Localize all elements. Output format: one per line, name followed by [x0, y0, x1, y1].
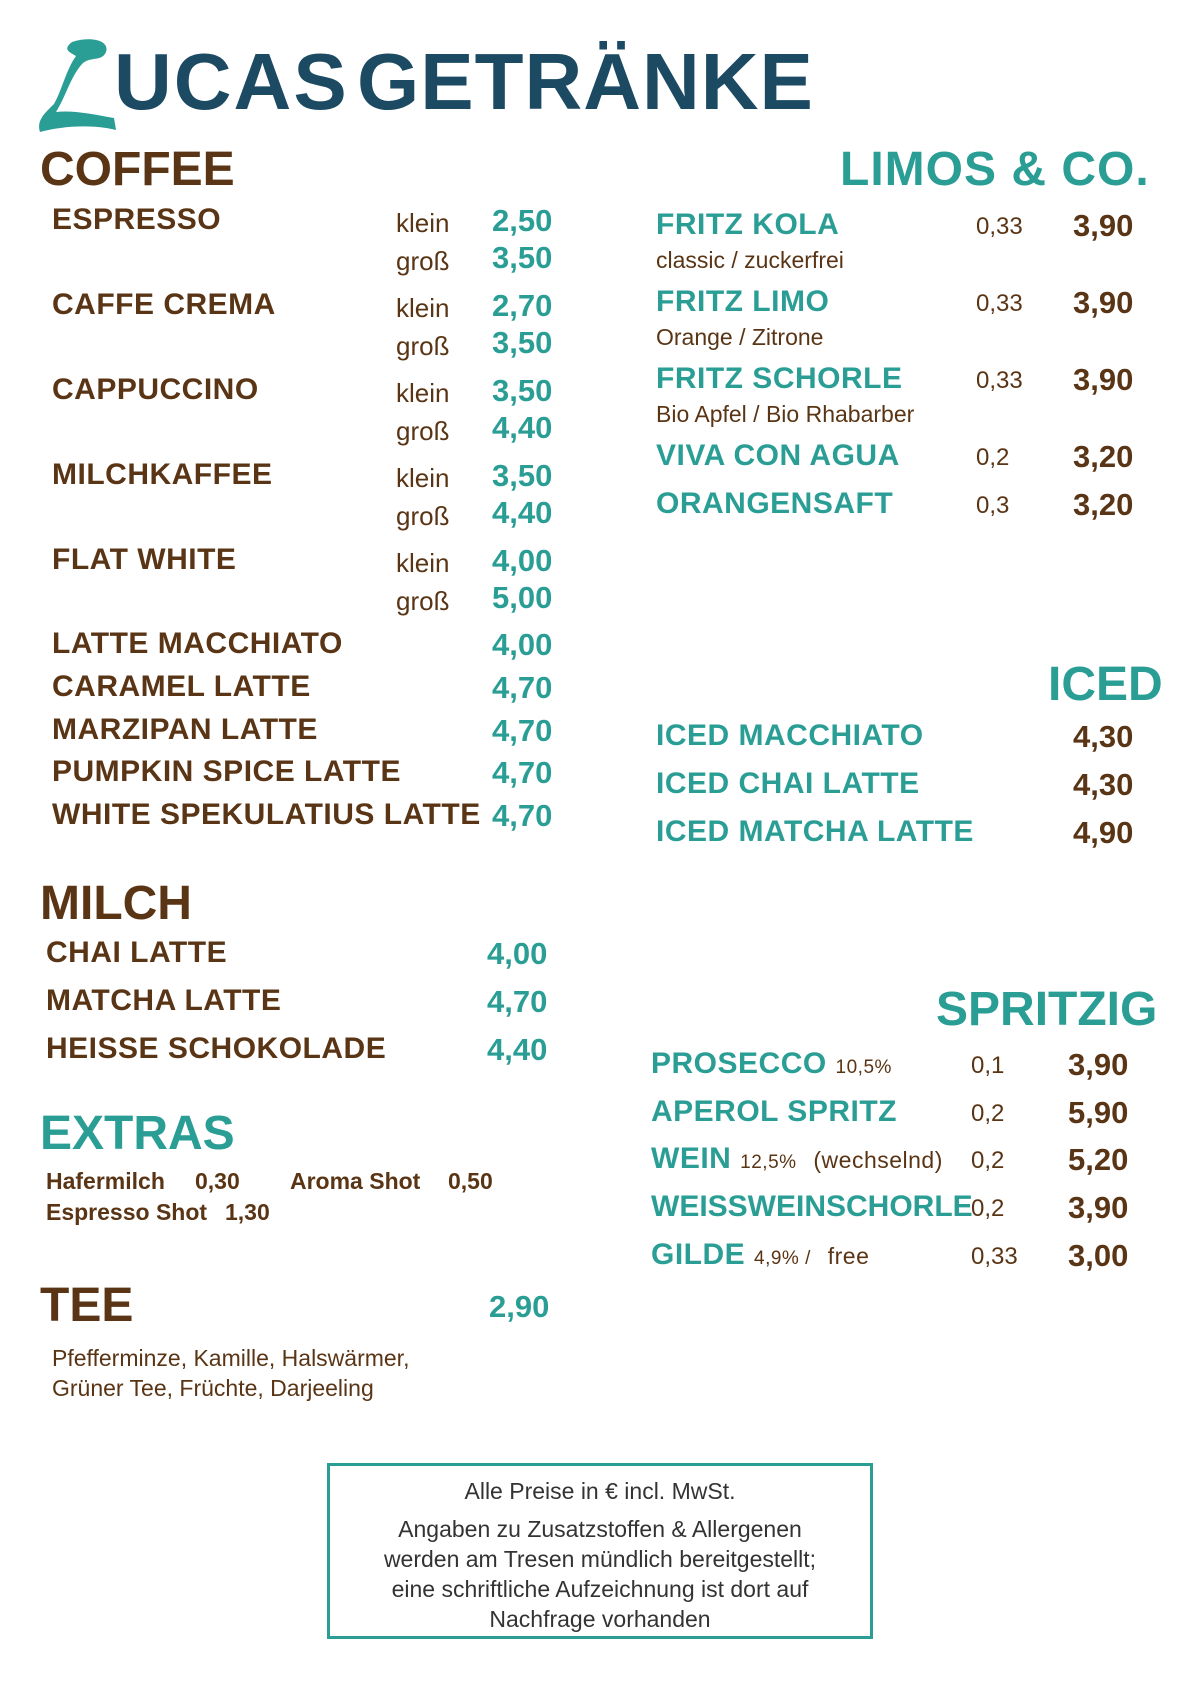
- menu-item-price: 5,00: [492, 580, 553, 615]
- menu-item-name: CAPPUCCINO: [52, 373, 259, 406]
- section-heading-extras: EXTRAS: [40, 1107, 235, 1160]
- alcohol-percent: 4,9% /: [754, 1248, 811, 1269]
- extra-price: 0,50: [448, 1168, 493, 1194]
- menu-item-price: 4,40: [487, 1032, 548, 1067]
- menu-item-volume: 0,33: [976, 290, 1023, 317]
- menu-item-name: MARZIPAN LATTE: [52, 713, 318, 746]
- menu-item-label: WEIN: [651, 1142, 732, 1175]
- size-label: klein: [396, 463, 450, 493]
- menu-item-price: 5,20: [1068, 1142, 1129, 1177]
- section-heading-limos: LIMOS & CO.: [840, 143, 1150, 196]
- menu-item-name: HEISSE SCHOKOLADE: [46, 1032, 387, 1065]
- size-label: groß: [396, 416, 450, 446]
- menu-item-name: [651, 1144, 943, 1174]
- menu-item-name: FRITZ LIMO: [656, 285, 830, 318]
- menu-item-name: APEROL SPRITZ: [651, 1095, 897, 1128]
- menu-item-volume: 0,2: [971, 1100, 1005, 1127]
- menu-item-price: 3,00: [1068, 1238, 1129, 1273]
- menu-item-name: MATCHA LATTE: [46, 984, 282, 1017]
- menu-item-note: free: [827, 1243, 870, 1269]
- extra-name: Aroma Shot: [290, 1168, 421, 1194]
- menu-item-price: 4,30: [1073, 767, 1134, 802]
- menu-item-price: 3,90: [1073, 208, 1134, 243]
- notice-line: Angaben zu Zusatzstoffen & Allergenen: [398, 1516, 802, 1542]
- menu-item-price: 3,50: [492, 325, 553, 360]
- menu-item-price: 3,50: [492, 458, 553, 493]
- menu-item-price: 4,30: [1073, 719, 1134, 754]
- size-label: groß: [396, 586, 450, 616]
- title-word-getraenke: GETRÄNKE: [357, 37, 814, 126]
- menu-item-name: CHAI LATTE: [46, 936, 228, 969]
- menu-item-subtitle: Bio Apfel / Bio Rhabarber: [656, 401, 915, 427]
- menu-item-price: 2,70: [492, 288, 553, 323]
- size-label: klein: [396, 378, 450, 408]
- size-label: klein: [396, 208, 450, 238]
- size-label: groß: [396, 246, 450, 276]
- notice-line: eine schriftliche Aufzeichnung ist dort auf: [391, 1576, 809, 1602]
- price-allergen-notice: [327, 1463, 873, 1639]
- menu-item-price: 4,90: [1073, 815, 1134, 850]
- menu-item-subtitle: Orange / Zitrone: [656, 324, 824, 350]
- menu-item-volume: 0,1: [971, 1052, 1005, 1079]
- menu-item-volume: 0,3: [976, 492, 1010, 519]
- menu-item-price: 3,90: [1068, 1047, 1129, 1082]
- notice-line: werden am Tresen mündlich bereitgestellt;: [383, 1546, 817, 1572]
- menu-item-volume: 0,33: [971, 1243, 1018, 1270]
- menu-item-name: ICED MACCHIATO: [656, 719, 924, 752]
- extra-name: Hafermilch: [46, 1168, 165, 1194]
- menu-item-price: 4,70: [492, 670, 553, 705]
- menu-item-label: GILDE: [651, 1238, 746, 1271]
- menu-item-name: [651, 1049, 892, 1079]
- menu-item-name: CARAMEL LATTE: [52, 670, 311, 703]
- menu-item-volume: 0,2: [971, 1147, 1005, 1174]
- menu-item-name: [651, 1240, 869, 1270]
- alcohol-percent: 10,5%: [835, 1057, 892, 1078]
- size-label: groß: [396, 331, 450, 361]
- menu-item-price: 4,70: [492, 755, 553, 790]
- section-heading-iced: ICED: [1048, 658, 1163, 711]
- menu-item-name: ICED CHAI LATTE: [656, 767, 920, 800]
- menu-item-price: 4,00: [487, 936, 548, 971]
- menu-item-note: (wechselnd): [813, 1147, 943, 1173]
- menu-item-price: 3,90: [1073, 362, 1134, 397]
- menu-item-price: 3,20: [1073, 439, 1134, 474]
- notice-line: Alle Preise in € incl. MwSt.: [464, 1478, 736, 1504]
- menu-item-name: ESPRESSO: [52, 203, 222, 236]
- menu-item-volume: 0,33: [976, 367, 1023, 394]
- menu-item-name: FLAT WHITE: [52, 543, 237, 576]
- menu-item-label: PROSECCO: [651, 1047, 827, 1080]
- menu-item-price: 3,50: [492, 240, 553, 275]
- menu-item-volume: 0,2: [971, 1195, 1005, 1222]
- size-label: klein: [396, 548, 450, 578]
- alcohol-percent: 12,5%: [740, 1152, 797, 1173]
- menu-item-price: 4,40: [492, 495, 553, 530]
- menu-item-price: 3,90: [1073, 285, 1134, 320]
- menu-item-name: ORANGENSAFT: [656, 487, 894, 520]
- section-heading-spritzig: SPRITZIG: [936, 983, 1158, 1036]
- tee-price: 2,90: [489, 1289, 550, 1324]
- menu-item-price: 4,70: [492, 713, 553, 748]
- menu-item-price: 4,70: [487, 984, 548, 1019]
- menu-item-name: MILCHKAFFEE: [52, 458, 273, 491]
- menu-item-price: 3,50: [492, 373, 553, 408]
- menu-item-name: VIVA CON AGUA: [656, 439, 900, 472]
- menu-item-name: PUMPKIN SPICE LATTE: [52, 755, 401, 788]
- menu-item-price: 3,90: [1068, 1190, 1129, 1225]
- tee-description-line: Grüner Tee, Früchte, Darjeeling: [52, 1375, 374, 1401]
- tee-description-line: Pfefferminze, Kamille, Halswärmer,: [52, 1345, 410, 1371]
- menu-item-price: 4,70: [492, 798, 553, 833]
- section-heading-coffee: COFFEE: [40, 143, 235, 196]
- menu-item-name: WEISSWEINSCHORLE: [651, 1190, 973, 1223]
- menu-item-volume: 0,2: [976, 444, 1010, 471]
- menu-item-name: CAFFE CREMA: [52, 288, 276, 321]
- extra-name: Espresso Shot: [46, 1199, 208, 1225]
- menu-item-name: FRITZ SCHORLE: [656, 362, 903, 395]
- menu-item-name: FRITZ KOLA: [656, 208, 840, 241]
- menu-item-subtitle: classic / zuckerfrei: [656, 247, 844, 273]
- size-label: klein: [396, 293, 450, 323]
- lucas-logo-l-icon: [32, 34, 122, 134]
- menu-item-price: 5,90: [1068, 1095, 1129, 1130]
- notice-line: Nachfrage vorhanden: [489, 1606, 711, 1632]
- menu-item-name: WHITE SPEKULATIUS LATTE: [52, 798, 481, 831]
- menu-item-name: LATTE MACCHIATO: [52, 627, 343, 660]
- menu-item-volume: 0,33: [976, 213, 1023, 240]
- menu-item-price: 4,00: [492, 543, 553, 578]
- menu-item-price: 4,00: [492, 627, 553, 662]
- extra-price: 1,30: [225, 1199, 270, 1225]
- menu-item-name: ICED MATCHA LATTE: [656, 815, 974, 848]
- menu-item-price: 3,20: [1073, 487, 1134, 522]
- menu-item-price: 4,40: [492, 410, 553, 445]
- title-word-lucas: UCAS: [114, 37, 349, 126]
- section-heading-tee: TEE: [40, 1279, 134, 1332]
- extra-price: 0,30: [195, 1168, 240, 1194]
- size-label: groß: [396, 501, 450, 531]
- section-heading-milch: MILCH: [40, 877, 192, 930]
- menu-item-price: 2,50: [492, 203, 553, 238]
